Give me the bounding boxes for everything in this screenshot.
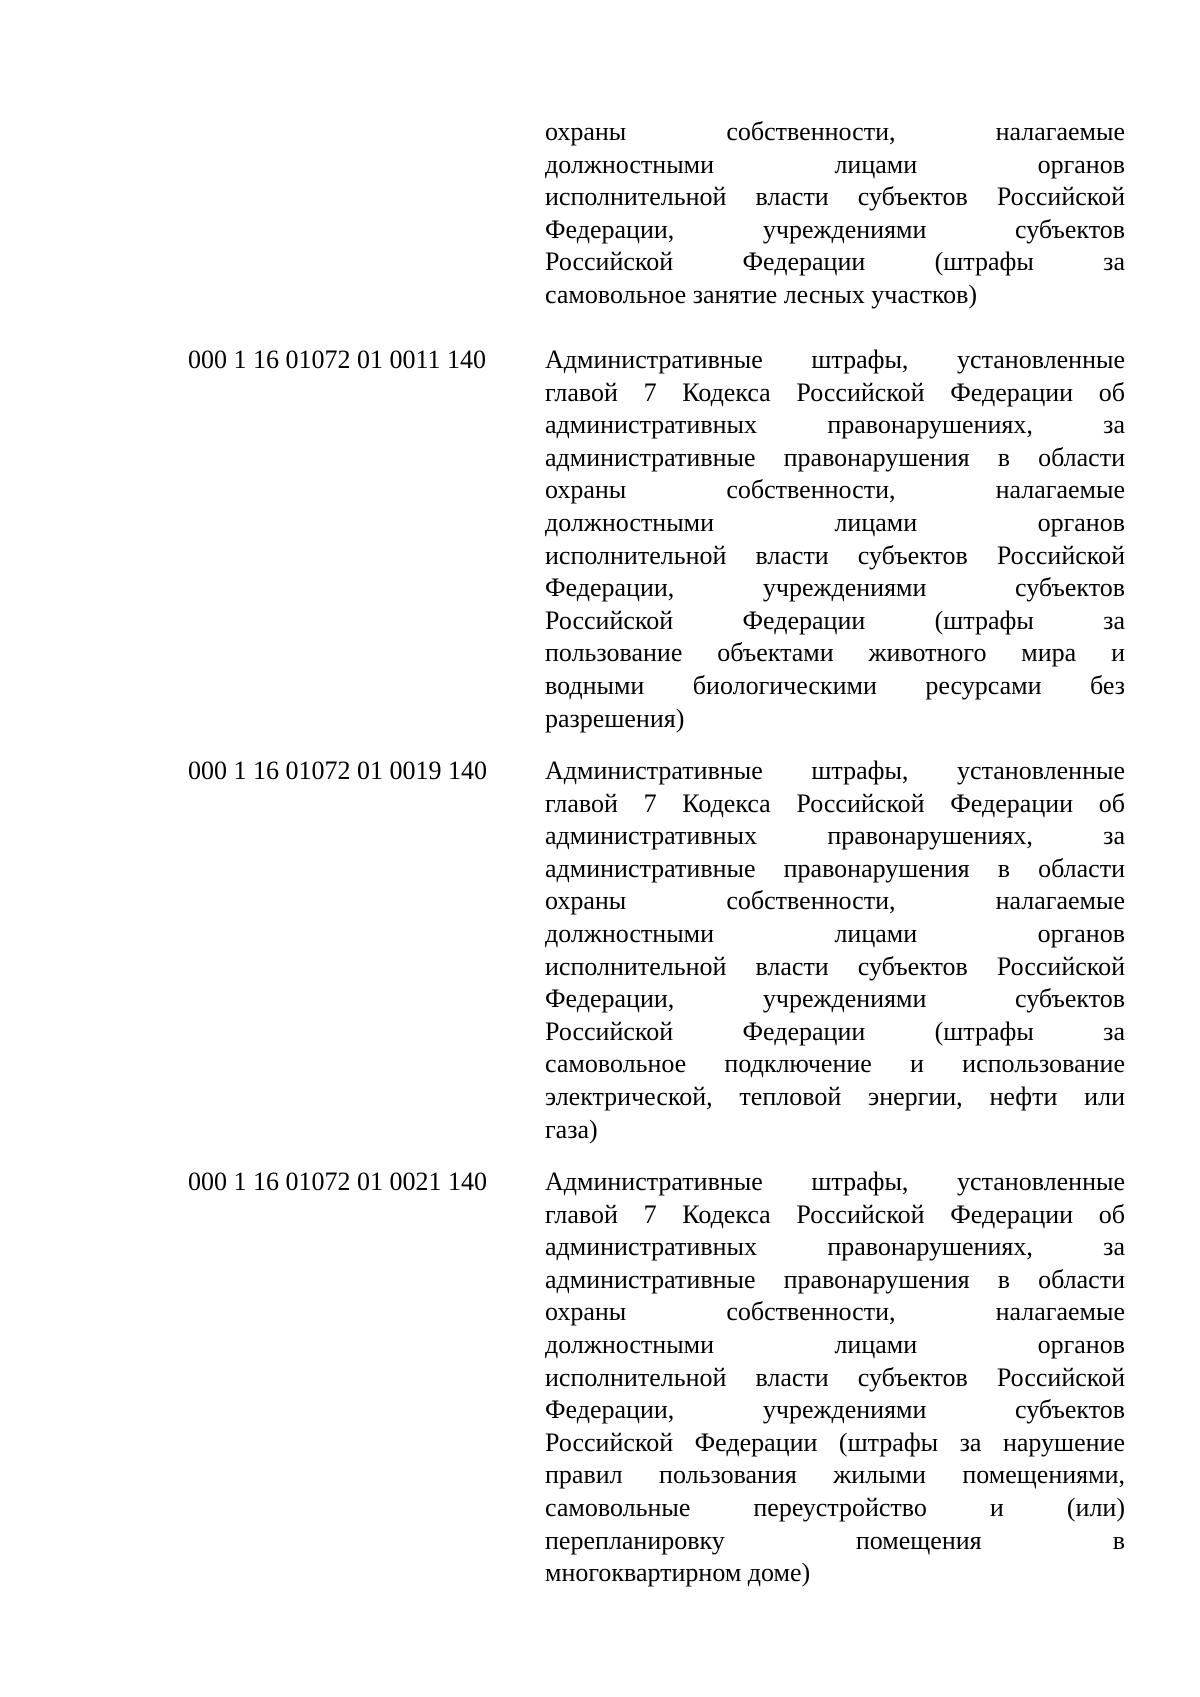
description-line: перепланировку помещения в bbox=[545, 1525, 1125, 1555]
budget-classification-code: 000 1 16 01072 01 0021 140 bbox=[188, 1167, 487, 1196]
description-line: пользование объектами животного мира и bbox=[545, 638, 1125, 668]
description-line: Российской Федерации (штрафы за bbox=[545, 605, 1125, 635]
description-line: главой 7 Кодекса Российской Федерации об bbox=[545, 1199, 1125, 1229]
description-line: Федерации, учреждениями субъектов bbox=[545, 1395, 1125, 1425]
description-line: должностными лицами органов bbox=[545, 1329, 1125, 1359]
description-line: главой 7 Кодекса Российской Федерации об bbox=[545, 377, 1125, 407]
description-line: административные правонарушения в области bbox=[545, 442, 1125, 472]
description-line: Федерации, учреждениями субъектов bbox=[545, 573, 1125, 603]
description-line: административные правонарушения в области bbox=[545, 853, 1125, 883]
description-line: Российской Федерации (штрафы за bbox=[545, 247, 1125, 277]
description-line: правил пользования жилыми помещениями, bbox=[545, 1460, 1125, 1490]
description-line: охраны собственности, налагаемые bbox=[545, 117, 1125, 146]
description-line: главой 7 Кодекса Российской Федерации об bbox=[545, 788, 1125, 818]
description-line: Административные штрафы, установленные bbox=[545, 756, 1125, 785]
description-line: разрешения) bbox=[545, 703, 685, 733]
description-line: должностными лицами органов bbox=[545, 918, 1125, 948]
description-line: должностными лицами органов bbox=[545, 149, 1125, 179]
budget-classification-code: 000 1 16 01072 01 0019 140 bbox=[188, 756, 487, 785]
entry-description bbox=[545, 344, 1125, 735]
entry-description bbox=[545, 1166, 1125, 1590]
description-line: должностными лицами органов bbox=[545, 507, 1125, 537]
description-line: водными биологическими ресурсами без bbox=[545, 670, 1125, 700]
description-line: Федерации, учреждениями субъектов bbox=[545, 984, 1125, 1014]
description-line: Административные штрафы, установленные bbox=[545, 345, 1125, 374]
description-line: самовольное занятие лесных участков) bbox=[545, 279, 978, 309]
description-line: исполнительной власти субъектов Российской bbox=[545, 951, 1125, 981]
description-line: Российской Федерации (штрафы за bbox=[545, 1016, 1125, 1046]
description-line: административных правонарушениях, за bbox=[545, 410, 1125, 440]
description-line: электрической, тепловой энергии, нефти или bbox=[545, 1081, 1125, 1111]
budget-classification-code: 000 1 16 01072 01 0011 140 bbox=[188, 345, 487, 374]
description-line: охраны собственности, налагаемые bbox=[545, 475, 1125, 505]
description-line: исполнительной власти субъектов Российской bbox=[545, 540, 1125, 570]
entry-description bbox=[545, 116, 1125, 312]
description-line: охраны собственности, налагаемые bbox=[545, 1297, 1125, 1327]
description-line: административные правонарушения в области bbox=[545, 1264, 1125, 1294]
description-line: исполнительной власти субъектов Российской bbox=[545, 182, 1125, 212]
description-line: административных правонарушениях, за bbox=[545, 1232, 1125, 1262]
description-line: Российской Федерации (штрафы за нарушение bbox=[545, 1427, 1125, 1457]
description-line: Федерации, учреждениями субъектов bbox=[545, 214, 1125, 244]
description-line: Административные штрафы, установленные bbox=[545, 1167, 1125, 1196]
description-line: исполнительной власти субъектов Российской bbox=[545, 1362, 1125, 1392]
description-line: административных правонарушениях, за bbox=[545, 821, 1125, 851]
description-line: самовольные переустройство и (или) bbox=[545, 1492, 1125, 1522]
description-line: газа) bbox=[545, 1114, 598, 1144]
entry-description bbox=[545, 755, 1125, 1146]
description-line: многоквартирном доме) bbox=[545, 1558, 811, 1588]
description-line: самовольное подключение и использование bbox=[545, 1049, 1125, 1079]
description-line: охраны собственности, налагаемые bbox=[545, 886, 1125, 916]
